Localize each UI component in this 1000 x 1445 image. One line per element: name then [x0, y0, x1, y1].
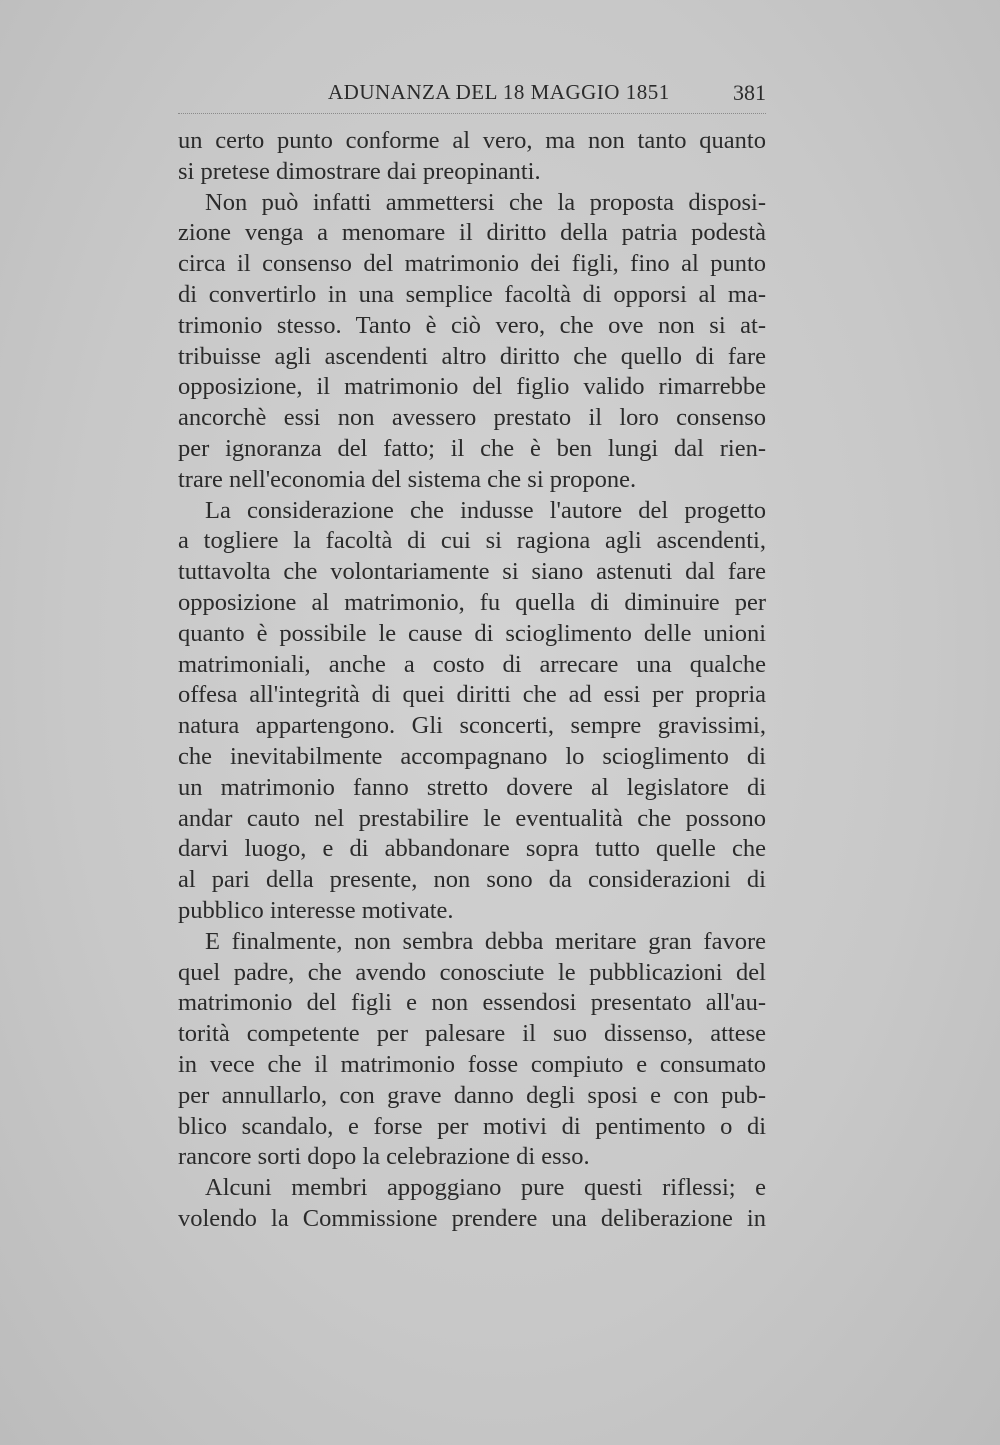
text-line: blico scandalo, e forse per motivi di pentimento o di	[178, 1112, 766, 1140]
text-line: ancorchè essi non avessero prestato il loro consenso	[178, 404, 766, 432]
text-line: circa il consenso del matrimonio dei figli, fino al punto	[178, 250, 766, 278]
text-line: natura appartengono. Gli sconcerti, sempre gravissimi,	[178, 712, 766, 740]
text-line: al pari della presente, non sono da considerazioni di	[178, 866, 766, 894]
text-line: zione venga a menomare il diritto della patria podestà	[178, 219, 766, 247]
header-rule	[178, 113, 766, 114]
text-line: un matrimonio fanno stretto dovere al legislatore di	[178, 773, 766, 801]
text-line: matrimonio del figli e non essendosi presentato all'au-	[178, 989, 766, 1017]
text-line: Alcuni membri appoggiano pure questi riflessi; e	[205, 1174, 766, 1202]
text-line: Non può infatti ammettersi che la proposta disposi-	[205, 188, 766, 216]
text-line: in vece che il matrimonio fosse compiuto e consumato	[178, 1050, 766, 1078]
text-line: offesa all'integrità di quei diritti che ad essi per propria	[178, 681, 766, 709]
text-line: La considerazione che indusse l'autore del progetto	[205, 496, 766, 524]
page-header	[178, 72, 766, 112]
text-line: quanto è possibile le cause di scioglimento delle unioni	[178, 619, 766, 647]
text-line: volendo la Commissione prendere una deliberazione in	[178, 1204, 766, 1232]
text-line: trare nell'economia del sistema che si propone.	[178, 465, 637, 493]
text-line: opposizione, il matrimonio del figlio valido rimarrebbe	[178, 373, 766, 401]
running-title: ADUNANZA DEL 18 MAGGIO 1851	[328, 80, 670, 104]
text-line: andar cauto nel prestabilire le eventualità che possono	[178, 804, 766, 832]
text-line: si pretese dimostrare dai preopinanti.	[178, 157, 541, 185]
text-line: a togliere la facoltà di cui si ragiona agli ascendenti,	[178, 527, 766, 555]
text-line: rancore sorti dopo la celebrazione di esso.	[178, 1143, 590, 1171]
text-line: quel padre, che avendo conosciute le pubblicazioni del	[178, 958, 766, 986]
text-line: trimonio stesso. Tanto è ciò vero, che ove non si at-	[178, 311, 766, 339]
text-line: un certo punto conforme al vero, ma non tanto quanto	[178, 127, 766, 154]
text-line: di convertirlo in una semplice facoltà di opporsi al ma-	[178, 280, 766, 308]
text-line: pubblico interesse motivate.	[178, 896, 454, 924]
page-number: 381	[733, 80, 766, 105]
body-text	[178, 126, 766, 1235]
text-line: per annullarlo, con grave danno degli sposi e con pub-	[178, 1081, 766, 1109]
text-line: tuttavolta che volontariamente si siano astenuti dal fare	[178, 558, 766, 586]
text-line: tribuisse agli ascendenti altro diritto che quello di fare	[178, 342, 766, 370]
text-line: E finalmente, non sembra debba meritare gran favore	[205, 927, 766, 955]
text-line: torità competente per palesare il suo dissenso, attese	[178, 1020, 766, 1048]
text-line: darvi luogo, e di abbandonare sopra tutto quelle che	[178, 835, 766, 863]
text-line: per ignoranza del fatto; il che è ben lungi dal rien-	[178, 434, 766, 462]
text-line: che inevitabilmente accompagnano lo scioglimento di	[178, 742, 766, 770]
text-line: opposizione al matrimonio, fu quella di diminuire per	[178, 588, 766, 616]
text-line: matrimoniali, anche a costo di arrecare una qualche	[178, 650, 766, 678]
